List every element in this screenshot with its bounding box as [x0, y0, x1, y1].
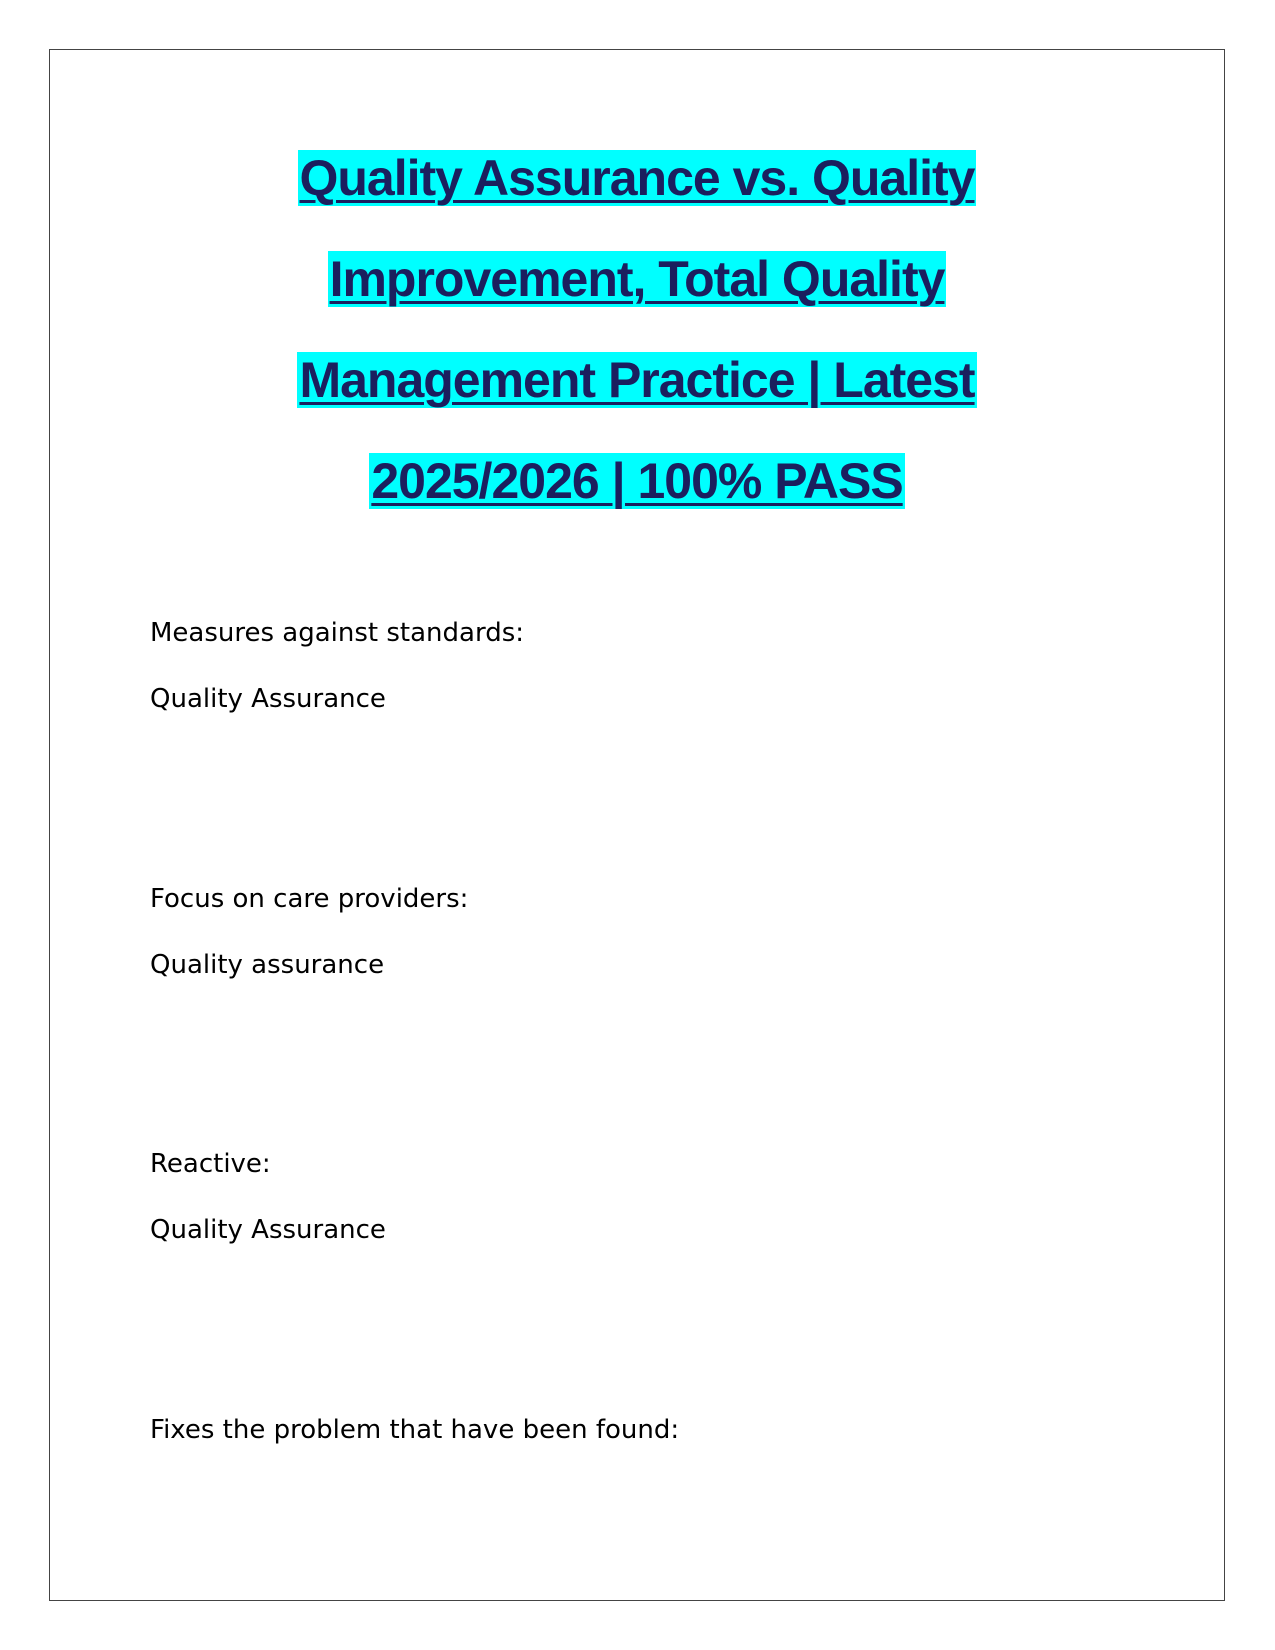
title-line-1: Quality Assurance vs. Quality — [299, 150, 975, 206]
answer-1: Quality Assurance — [150, 684, 386, 714]
question-3: Reactive: — [150, 1149, 271, 1179]
title-line-4: 2025/2026 | 100% PASS — [371, 453, 903, 509]
question-4: Fixes the problem that have been found: — [150, 1415, 680, 1445]
answer-2: Quality assurance — [150, 950, 385, 980]
answer-3: Quality Assurance — [150, 1215, 386, 1245]
question-2: Focus on care providers: — [150, 884, 469, 914]
question-1: Measures against standards: — [150, 618, 525, 648]
title-line-3: Management Practice | Latest — [299, 352, 975, 408]
document-title — [49, 145, 1225, 549]
title-line-2: Improvement, Total Quality — [329, 251, 945, 307]
